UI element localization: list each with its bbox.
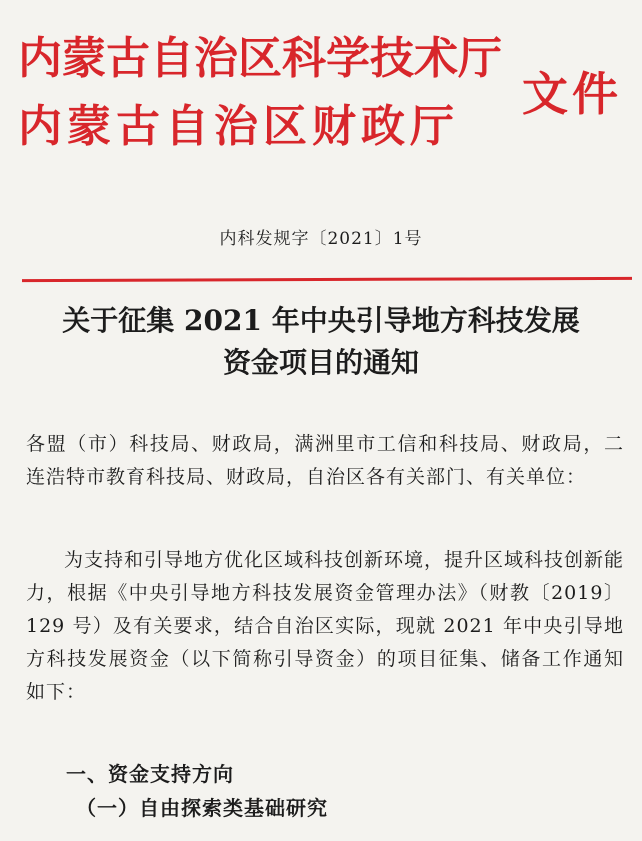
document-header	[18, 30, 628, 170]
notice-title	[24, 300, 618, 384]
subsection-heading-1: （一）自由探索类基础研究	[76, 796, 328, 820]
notice-title-line-2: 资金项目的通知	[222, 346, 419, 379]
salutation-paragraph: 各盟（市）科技局、财政局，满洲里市工信和科技局、财政局，二连浩特市教育科技局、财政局，自治区各有关部门、有关单位：	[26, 433, 624, 488]
issuing-org-line-1: 内蒙古自治区科学技术厅	[18, 33, 502, 84]
section-heading-1: 一、资金支持方向	[66, 762, 234, 786]
document-number: 内科发规字〔2021〕1号	[219, 229, 423, 249]
body-paragraph-1: 为支持和引导地方优化区域科技创新环境，提升区域科技创新能力，根据《中央引导地方科技发展资金管理办法》（财教〔2019〕129 号）及有关要求，结合自治区实际，现就 2021 年中央引导地方科技发展资金（以下简称引导资金）的项目征集、储备工作通知如下：	[26, 549, 625, 703]
document-type-label: 文件	[522, 67, 622, 121]
issuing-org-line-2: 内蒙古自治区财政厅	[18, 101, 459, 152]
red-divider-line	[22, 277, 632, 282]
notice-title-line-1: 关于征集 2021 年中央引导地方科技发展	[62, 304, 580, 337]
